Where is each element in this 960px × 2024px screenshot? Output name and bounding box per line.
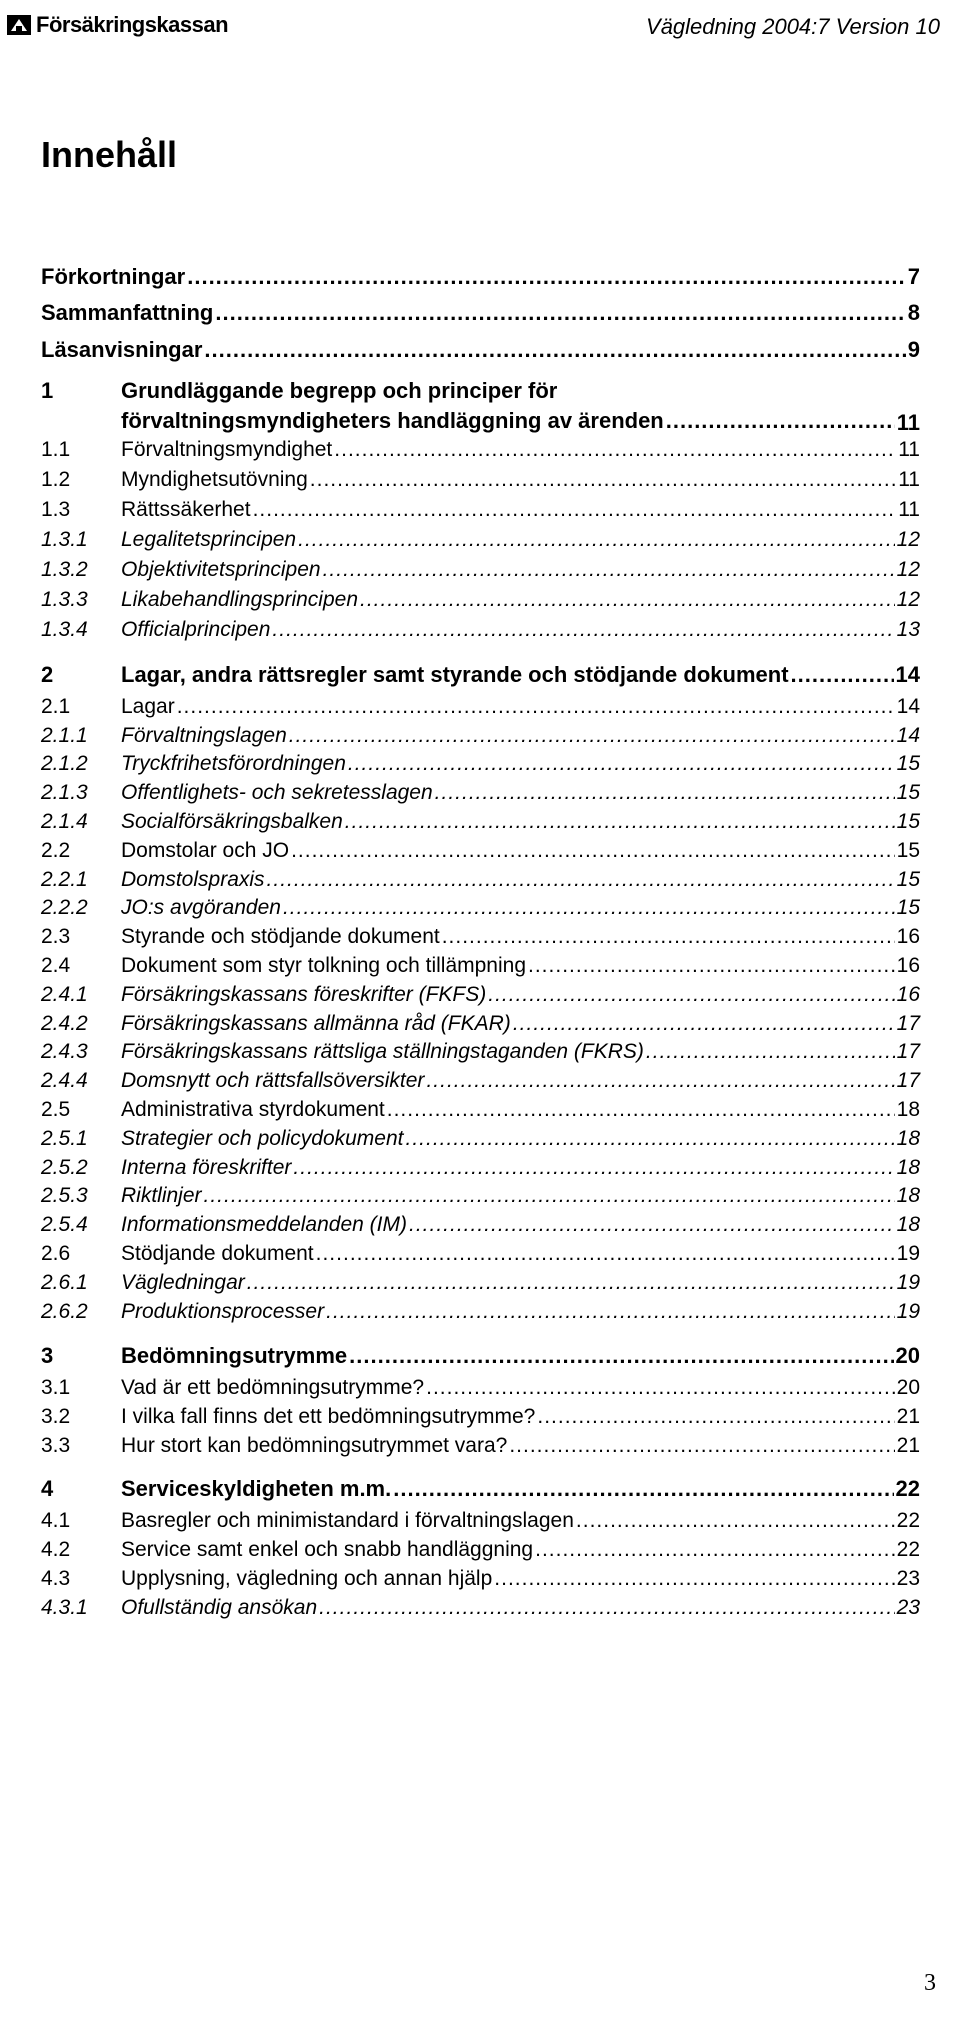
toc-entry-number: 2.1 [41,695,71,718]
toc-entry[interactable] [41,558,920,582]
toc-entry-label: Läsanvisningar [41,337,203,362]
toc-entry[interactable] [41,752,920,776]
toc-entry-label: Lagar [121,695,175,718]
leader-dots [298,528,895,552]
toc-entry[interactable] [41,1213,920,1237]
toc-entry-label: Domsnytt och rättsfallsöversikter [121,1069,425,1092]
toc-entry-label: Socialförsäkringsbalken [121,810,343,833]
leader-dots [291,839,895,863]
toc-entry-number: 2.2 [41,839,71,862]
toc-entry-label: Ofullständig ansökan [121,1596,318,1619]
toc-entry-number: 2.5.1 [41,1127,88,1150]
toc-entry-label: Lagar, andra rättsregler samt styrande och stödjande dokument [121,662,789,687]
toc-entry-page: 17 [896,1069,920,1092]
page-header [0,8,960,40]
leader-dots [426,1069,894,1093]
leader-dots [177,695,895,719]
toc-entry[interactable] [41,1156,920,1180]
toc-entry-number: 2.1.3 [41,781,88,804]
toc-entry-number: 2.4 [41,954,71,977]
toc-entry-label: Basregler och minimistandard i förvaltningslagen [121,1509,574,1532]
toc-entry-label: Domstolspraxis [121,868,265,891]
toc-entry-number: 2.2.1 [41,868,88,891]
toc-entry-number: 2.4.2 [41,1012,88,1035]
toc-entry[interactable] [41,868,920,892]
leader-dots [406,1127,895,1151]
toc-entry[interactable] [41,1098,920,1122]
toc-entry-label: Produktionsprocesser [121,1300,325,1323]
leader-dots [409,1213,895,1237]
toc-entry-label: Försäkringskassans rättsliga ställningstaganden (FKRS) [121,1040,644,1063]
toc-entry-page: 22 [896,1538,920,1561]
leader-dots [513,1012,895,1036]
toc-entry-page: 12 [896,588,920,611]
toc-entry-label: Domstolar och JO [121,839,290,862]
toc-entry[interactable] [41,300,920,326]
toc-entry-label: Sammanfattning [41,300,214,325]
toc-entry-label: Upplysning, vägledning och annan hjälp [121,1567,493,1590]
toc-entry-number: 2.2.2 [41,896,88,919]
toc-entry-label: Legalitetsprincipen [121,528,297,551]
toc-entry-page: 16 [896,983,920,1006]
page-number: 3 [924,1970,936,1996]
toc-entry[interactable] [41,376,920,436]
leader-dots [345,810,895,834]
toc-entry-label: Stödjande dokument [121,1242,314,1265]
leader-dots [360,588,895,612]
toc-entry-page: 18 [896,1184,920,1207]
toc-entry-number: 2.3 [41,925,71,948]
toc-entry-page: 15 [896,868,920,891]
toc-entry-page: 11 [898,498,920,521]
leader-dots [426,1376,895,1400]
toc-entry[interactable] [41,1069,920,1093]
toc-entry-label: Strategier och policydokument [121,1127,404,1150]
leader-dots [319,1596,895,1620]
toc-entry-page: 14 [896,724,920,747]
leader-dots [791,662,894,688]
toc-entry[interactable] [41,1476,920,1502]
toc-entry-page: 21 [896,1405,920,1428]
leader-dots [310,468,896,492]
leader-dots [393,1476,893,1502]
toc-entry-page: 19 [896,1271,920,1294]
toc-entry-page: 7 [907,264,920,289]
toc-entry-page: 23 [896,1596,920,1619]
toc-entry[interactable] [41,618,920,642]
toc-entry-label: Hur stort kan bedömningsutrymmet vara? [121,1434,508,1457]
toc-entry[interactable] [41,264,920,290]
toc-entry-page: 14 [895,662,920,687]
toc-entry-number: 2.4.3 [41,1040,88,1063]
toc-entry-number: 3.1 [41,1376,71,1399]
toc-entry-page: 22 [896,1509,920,1532]
toc-entry-page: 12 [896,528,920,551]
toc-entry-number: 2.6.2 [41,1300,88,1323]
toc-entry-number: 4.2 [41,1538,71,1561]
toc-entry[interactable] [41,781,920,805]
toc-entry-number: 3.2 [41,1405,71,1428]
toc-entry-page: 15 [896,781,920,804]
leader-dots [435,781,895,805]
leader-dots [204,1184,895,1208]
toc-entry-page: 19 [896,1242,920,1265]
toc-entry-number: 1.1 [41,438,71,461]
toc-entry[interactable] [41,695,920,719]
org-name: Försäkringskassan [36,12,229,37]
toc-entry[interactable] [41,662,920,688]
toc-entry-label: Riktlinjer [121,1184,202,1207]
toc-entry-label: Offentlighets- och sekretesslagen [121,781,433,804]
toc-entry-page: 20 [895,1343,920,1368]
leader-dots [535,1538,895,1562]
toc-entry-number: 1.3.4 [41,618,88,641]
toc-entry[interactable] [41,498,920,522]
toc-entry-page: 16 [896,925,920,948]
toc-entry-number: 4.3 [41,1567,71,1590]
leader-dots [509,1434,894,1458]
toc-entry[interactable] [41,1012,920,1036]
toc-entry[interactable] [41,337,920,363]
leader-dots [289,724,895,748]
logo-mark-icon [6,14,32,36]
toc-entry-page: 18 [896,1127,920,1150]
leader-dots [442,925,895,949]
toc-entry-page: 11 [896,410,920,435]
toc-entry-label: Förvaltningsmyndighet [121,438,333,461]
leader-dots [283,896,895,920]
toc-entry-page: 23 [896,1567,920,1590]
toc-entry-number: 2.5.4 [41,1213,88,1236]
toc-entry[interactable] [41,1538,920,1562]
toc-entry-label: Försäkringskassans allmänna råd (FKAR) [121,1012,511,1035]
toc-entry-number: 1 [41,378,54,403]
toc-entry-label: Grundläggande begrepp och principer för [121,378,558,403]
toc-entry-number: 2 [41,662,54,687]
toc-entry-number: 2.5.2 [41,1156,88,1179]
org-logo [6,12,228,38]
leader-dots [293,1156,894,1180]
toc-entry-label: Officialprincipen [121,618,271,641]
toc-entry-label: JO:s avgöranden [121,896,281,919]
toc-entry-label: Bedömningsutrymme [121,1343,348,1368]
toc-entry-label: Myndighetsutövning [121,468,308,491]
toc-entry[interactable] [41,1271,920,1295]
toc-entry-label: Rättssäkerhet [121,498,251,521]
toc-entry-number: 4 [41,1476,54,1501]
leader-dots [576,1509,895,1533]
leader-dots [272,618,894,642]
toc-entry[interactable] [41,724,920,748]
toc-entry[interactable] [41,1376,920,1400]
toc-entry[interactable] [41,1596,920,1620]
leader-dots [253,498,897,522]
leader-dots [387,1098,895,1122]
leader-dots [349,1343,893,1369]
toc-entry-page: 12 [896,558,920,581]
leader-dots [326,1300,895,1324]
toc-entry-page: 9 [907,337,920,362]
toc-entry-page: 11 [898,438,920,461]
toc-entry-page: 18 [896,1156,920,1179]
toc-entry-label: Interna föreskrifter [121,1156,292,1179]
toc-entry-label-continued: förvaltningsmyndigheters handläggning av ärenden [121,408,664,433]
leader-dots [348,752,895,776]
toc-entry-number: 2.5.3 [41,1184,88,1207]
toc-entry[interactable] [41,1040,920,1064]
toc-entry[interactable] [41,810,920,834]
toc-entry-number: 3 [41,1343,54,1368]
leader-dots [247,1271,895,1295]
toc-entry-label: Styrande och stödjande dokument [121,925,440,948]
toc-entry[interactable] [41,896,920,920]
toc-entry-page: 15 [896,810,920,833]
toc-entry[interactable] [41,1242,920,1266]
toc-entry-number: 2.1.1 [41,724,88,747]
toc-entry-number: 1.3.2 [41,558,88,581]
toc-entry-page: 11 [898,468,920,491]
leader-dots [488,983,894,1007]
toc-entry-label: Objektivitetsprincipen [121,558,321,581]
toc-entry-page: 21 [896,1434,920,1457]
toc-entry-label: Tryckfrihetsförordningen [121,752,346,775]
toc-entry[interactable] [41,1300,920,1324]
toc-entry[interactable] [41,1509,920,1533]
document-reference: Vägledning 2004:7 Version 10 [646,14,940,39]
toc-entry-number: 2.1.2 [41,752,88,775]
leader-dots [334,438,896,462]
leader-dots [494,1567,894,1591]
toc-entry[interactable] [41,1567,920,1591]
toc-entry[interactable] [41,983,920,1007]
toc-entry-label: Service samt enkel och snabb handläggning [121,1538,534,1561]
toc-entry-page: 15 [896,752,920,775]
toc-entry-label: Förkortningar [41,264,186,289]
page-title: Innehåll [41,134,178,175]
toc-entry-label: Vägledningar [121,1271,245,1294]
toc-entry-number: 4.1 [41,1509,71,1532]
toc-entry-label: Förvaltningslagen [121,724,287,747]
leader-dots [323,558,895,582]
toc-entry[interactable] [41,925,920,949]
toc-entry-label: Försäkringskassans föreskrifter (FKFS) [121,983,487,1006]
leader-dots [646,1040,895,1064]
toc-entry-number: 4.3.1 [41,1596,88,1619]
toc-entry-number: 1.2 [41,468,71,491]
toc-entry-label: Vad är ett bedömningsutrymme? [121,1376,425,1399]
toc-entry[interactable] [41,1343,920,1369]
toc-entry[interactable] [41,954,920,978]
toc-entry[interactable] [41,528,920,552]
toc-entry-page: 17 [896,1012,920,1035]
toc-entry[interactable] [41,588,920,612]
toc-entry-number: 3.3 [41,1434,71,1457]
toc-entry-page: 18 [896,1213,920,1236]
leader-dots [666,406,895,436]
toc-entry-number: 2.6.1 [41,1271,88,1294]
toc-entry-page: 13 [896,618,920,641]
toc-entry[interactable] [41,468,920,492]
toc-entry[interactable] [41,1127,920,1151]
toc-entry-number: 2.5 [41,1098,71,1121]
toc-entry-page: 22 [895,1476,920,1501]
toc-entry-number: 2.1.4 [41,810,88,833]
toc-entry-label: Serviceskyldigheten m.m. [121,1476,392,1501]
toc-entry[interactable] [41,1405,920,1429]
toc-entry-page: 8 [907,300,920,325]
toc-entry-page: 19 [896,1300,920,1323]
toc-entry-number: 1.3.3 [41,588,88,611]
toc-entry-label: Dokument som styr tolkning och tillämpning [121,954,527,977]
leader-dots [187,264,906,290]
toc-entry-number: 1.3.1 [41,528,88,551]
toc-entry-label: I vilka fall finns det ett bedömningsutrymme? [121,1405,536,1428]
toc-entry-label: Administrativa styrdokument [121,1098,385,1121]
leader-dots [316,1242,895,1266]
leader-dots [528,954,895,978]
toc-entry-page: 17 [896,1040,920,1063]
leader-dots [204,337,905,363]
toc-entry-page: 18 [896,1098,920,1121]
toc-entry[interactable] [41,839,920,863]
leader-dots [215,300,905,326]
toc-entry[interactable] [41,1184,920,1208]
leader-dots [537,1405,894,1429]
toc-entry-number: 2.6 [41,1242,71,1265]
toc-entry-page: 15 [896,839,920,862]
toc-entry-number: 2.4.1 [41,983,88,1006]
toc-entry-page: 15 [896,896,920,919]
toc-entry[interactable] [41,438,920,462]
toc-entry-number: 1.3 [41,498,71,521]
toc-entry-number: 2.4.4 [41,1069,88,1092]
leader-dots [267,868,895,892]
toc-entry-label: Likabehandlingsprincipen [121,588,359,611]
toc-entry-page: 20 [896,1376,920,1399]
toc-entry-page: 16 [896,954,920,977]
toc-entry-page: 14 [896,695,920,718]
toc-entry[interactable] [41,1434,920,1458]
toc-entry-label: Informationsmeddelanden (IM) [121,1213,407,1236]
